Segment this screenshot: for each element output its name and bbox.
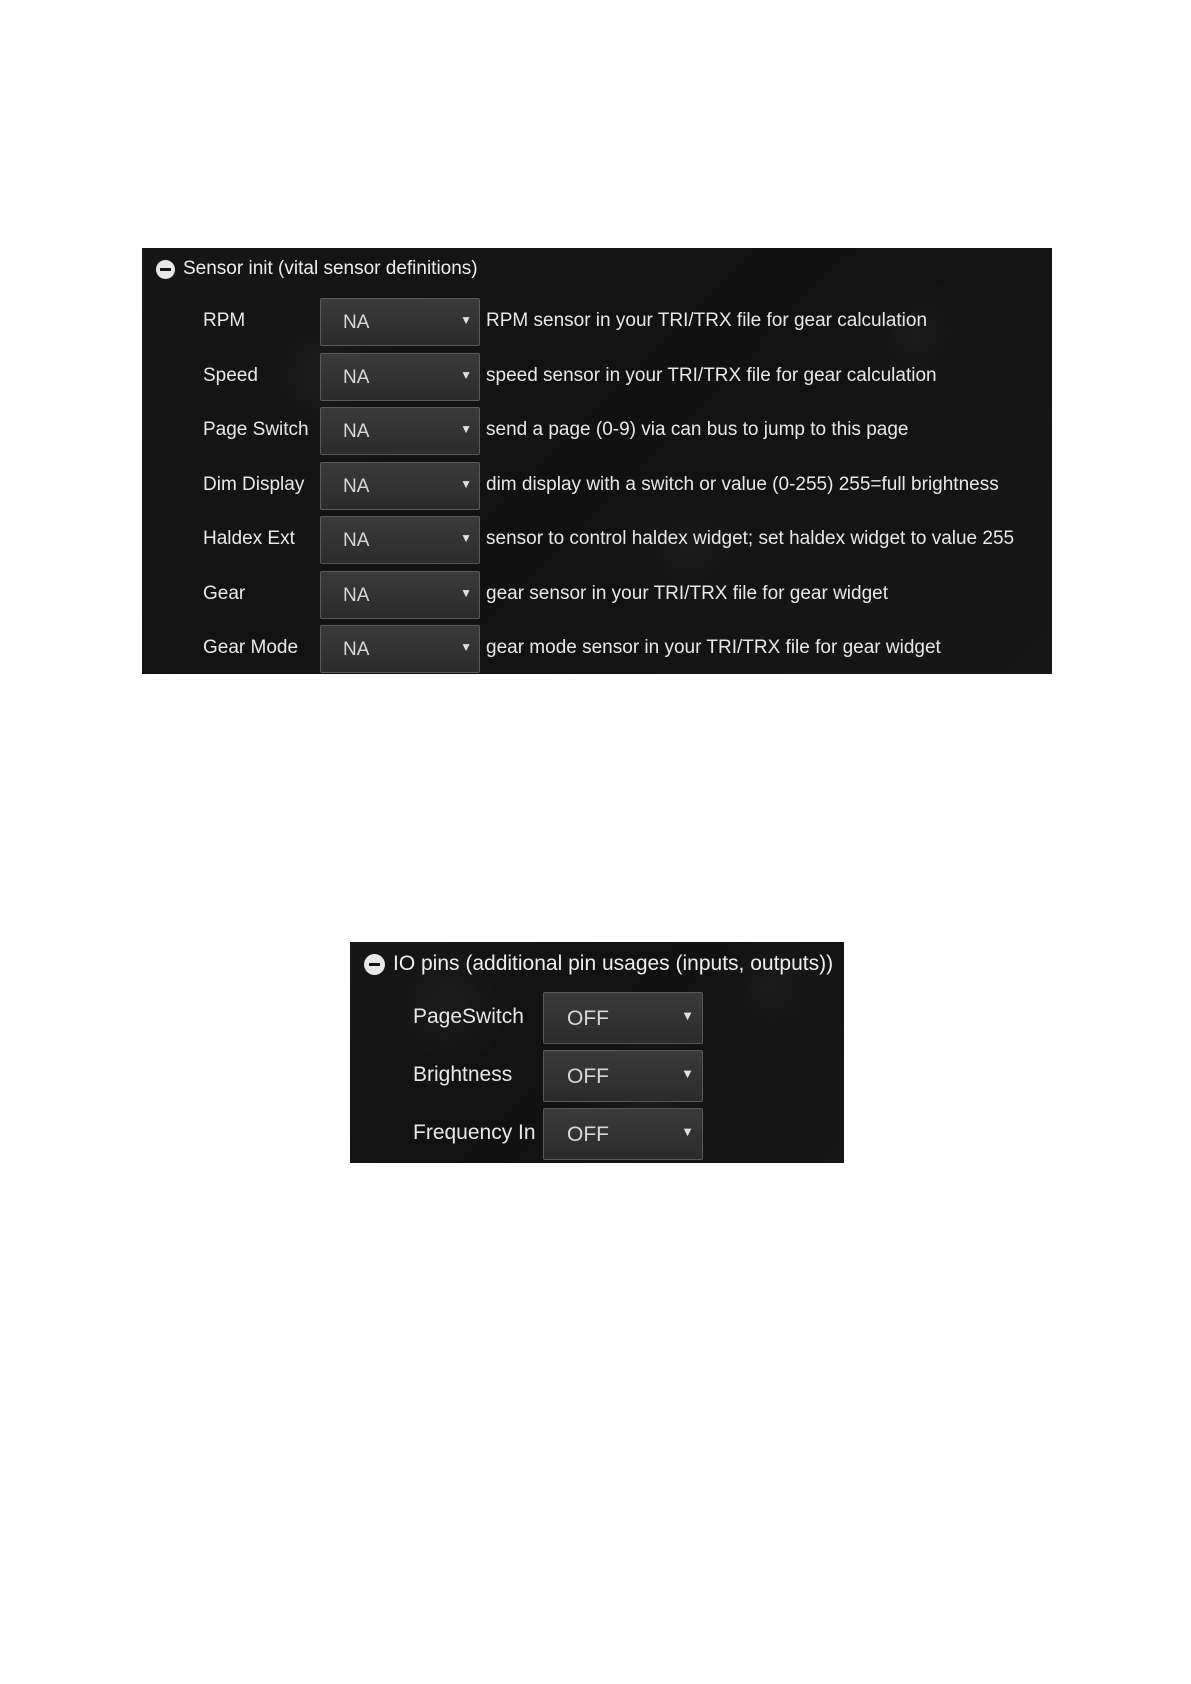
dropdown-arrow-icon: ▼ bbox=[460, 531, 472, 545]
sensor-description: dim display with a switch or value (0-255) 255=full brightness bbox=[486, 474, 999, 495]
dropdown-arrow-icon: ▼ bbox=[460, 586, 472, 600]
io-row-brightness bbox=[350, 1050, 844, 1102]
brightness-select[interactable] bbox=[543, 1050, 703, 1102]
select-value: NA bbox=[343, 312, 370, 333]
sensor-description: speed sensor in your TRI/TRX file for gear calculation bbox=[486, 365, 937, 386]
gear-mode-select[interactable] bbox=[320, 625, 480, 673]
dropdown-arrow-icon: ▼ bbox=[681, 1066, 694, 1081]
select-value: OFF bbox=[567, 1065, 609, 1088]
io-pins-title: IO pins (additional pin usages (inputs, outputs)) bbox=[393, 952, 834, 975]
sensor-row-haldex-ext bbox=[142, 516, 1052, 564]
select-value: NA bbox=[343, 639, 370, 660]
sensor-description: gear sensor in your TRI/TRX file for gear widget bbox=[486, 583, 888, 604]
sensor-init-panel bbox=[142, 248, 1052, 674]
select-value: NA bbox=[343, 476, 370, 497]
dropdown-arrow-icon: ▼ bbox=[460, 368, 472, 382]
sensor-init-title: Sensor init (vital sensor definitions) bbox=[183, 258, 478, 279]
sensor-label: Gear Mode bbox=[203, 637, 299, 658]
minus-circle-icon[interactable] bbox=[364, 954, 385, 975]
sensor-label: Dim Display bbox=[203, 474, 305, 495]
sensor-label: Speed bbox=[203, 365, 258, 386]
gear-select[interactable] bbox=[320, 571, 480, 619]
dropdown-arrow-icon: ▼ bbox=[460, 313, 472, 327]
sensor-description: send a page (0-9) via can bus to jump to this page bbox=[486, 419, 909, 440]
dropdown-arrow-icon: ▼ bbox=[460, 640, 472, 654]
dropdown-arrow-icon: ▼ bbox=[681, 1008, 694, 1023]
select-value: OFF bbox=[567, 1007, 609, 1030]
select-value: NA bbox=[343, 530, 370, 551]
dropdown-arrow-icon: ▼ bbox=[681, 1124, 694, 1139]
haldex-ext-select[interactable] bbox=[320, 516, 480, 564]
sensor-label: Page Switch bbox=[203, 419, 309, 440]
sensor-row-rpm bbox=[142, 298, 1052, 346]
io-pins-panel bbox=[350, 942, 844, 1163]
io-label: Brightness bbox=[413, 1063, 513, 1086]
sensor-row-gear-mode bbox=[142, 625, 1052, 673]
sensor-description: sensor to control haldex widget; set haldex widget to value 255 bbox=[486, 528, 1015, 549]
sensor-row-gear bbox=[142, 571, 1052, 619]
frequency-in-select[interactable] bbox=[543, 1108, 703, 1160]
select-value: OFF bbox=[567, 1123, 609, 1146]
speed-select[interactable] bbox=[320, 353, 480, 401]
minus-circle-icon[interactable] bbox=[156, 260, 175, 279]
io-row-frequency-in bbox=[350, 1108, 844, 1160]
sensor-row-dim-display bbox=[142, 462, 1052, 510]
dropdown-arrow-icon: ▼ bbox=[460, 477, 472, 491]
pageswitch-select[interactable] bbox=[543, 992, 703, 1044]
sensor-label: Haldex Ext bbox=[203, 528, 295, 549]
select-value: NA bbox=[343, 367, 370, 388]
dropdown-arrow-icon: ▼ bbox=[460, 422, 472, 436]
sensor-label: RPM bbox=[203, 310, 246, 331]
io-pins-header[interactable] bbox=[364, 950, 833, 978]
select-value: NA bbox=[343, 585, 370, 606]
dim-display-select[interactable] bbox=[320, 462, 480, 510]
io-row-pageswitch bbox=[350, 992, 844, 1044]
sensor-label: Gear bbox=[203, 583, 246, 604]
select-value: NA bbox=[343, 421, 370, 442]
io-label: PageSwitch bbox=[413, 1005, 524, 1028]
sensor-init-header[interactable] bbox=[156, 256, 478, 282]
sensor-description: gear mode sensor in your TRI/TRX file for gear widget bbox=[486, 637, 941, 658]
sensor-row-page-switch bbox=[142, 407, 1052, 455]
rpm-select[interactable] bbox=[320, 298, 480, 346]
sensor-description: RPM sensor in your TRI/TRX file for gear calculation bbox=[486, 310, 928, 331]
io-label: Frequency In bbox=[413, 1121, 536, 1144]
page-switch-select[interactable] bbox=[320, 407, 480, 455]
sensor-row-speed bbox=[142, 353, 1052, 401]
